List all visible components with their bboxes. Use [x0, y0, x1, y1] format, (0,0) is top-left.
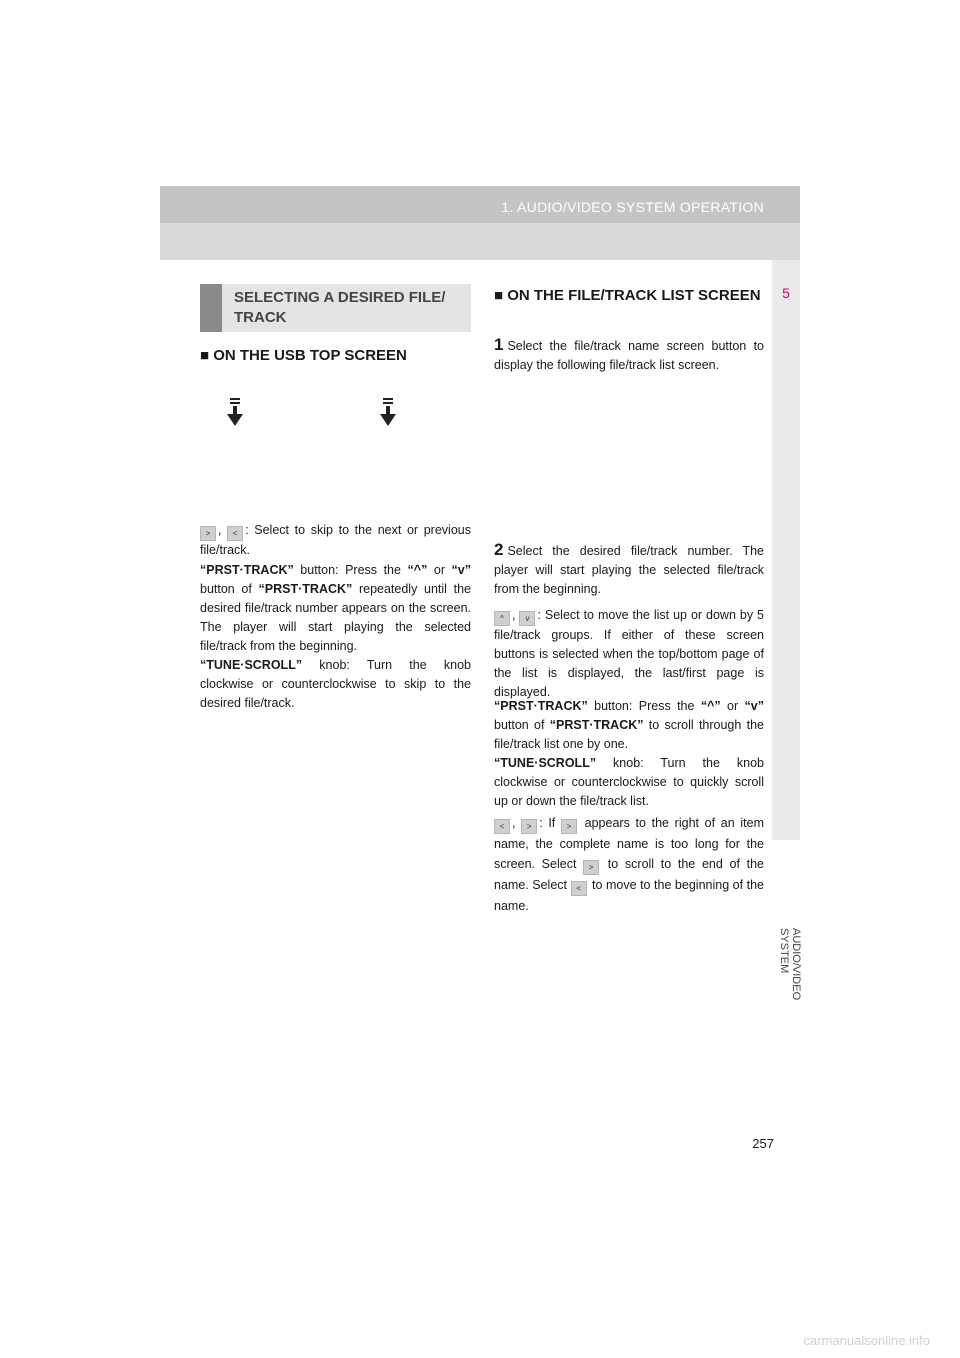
up-label: “^”: [700, 699, 721, 713]
step-number: 2: [494, 540, 504, 559]
step-text: Select the file/track name screen button to display the following file/track list screen.: [494, 339, 764, 372]
text: to scroll through the file/track list one by one.: [494, 718, 764, 751]
prst-track-label: “PRST·TRACK”: [549, 718, 644, 732]
page-text: : Select to move the list up or down by 5 file/track groups. If either of these screen buttons is selected when the top/bottom page of the list is displayed, the last/first page is displayed.: [494, 608, 764, 699]
section-heading: [200, 284, 471, 332]
skip-track-description: > , < : Select to skip to the next or previous file/track.: [200, 523, 471, 557]
section-heading-bar: [200, 284, 222, 332]
scroll-left-icon: <: [494, 819, 510, 834]
chapter-side-tab: [772, 260, 802, 1001]
scroll-right-icon: >: [561, 819, 577, 834]
header-strip: [160, 186, 800, 223]
header-bar: [160, 186, 800, 260]
text: repeatedly until the desired file/track number appears on the screen. The player will start playing the selected file/track from the beginning.: [200, 582, 471, 653]
down-arrow-icon: [227, 398, 243, 426]
chapter-label: AUDIO/VIDEO SYSTEM: [778, 928, 802, 1001]
text: button: Press the: [587, 699, 701, 713]
down-label: “v”: [744, 699, 764, 713]
prst-track-description: [200, 561, 471, 656]
down-arrow-icon: [380, 398, 396, 426]
page-down-icon: v: [519, 611, 535, 626]
tune-scroll-label: “TUNE·SCROLL”: [494, 756, 597, 770]
footer-watermark: carmanualsonline.info: [803, 1333, 930, 1348]
text: button of: [494, 718, 550, 732]
text: knob: Turn the knob clockwise or counterclockwise to skip to the desired file/track.: [200, 658, 471, 710]
scroll-right-icon: >: [521, 819, 537, 834]
text: to scroll to the end of the name. Select: [494, 857, 764, 892]
subhead-file-track-list: ■ ON THE FILE/TRACK LIST SCREEN: [494, 287, 761, 304]
scroll-right-icon: >: [583, 860, 599, 875]
page-number: 257: [752, 1136, 774, 1151]
text: knob: Turn the knob clockwise or counterclockwise to quickly scroll up or down the file/track list.: [494, 756, 764, 808]
up-label: “^”: [407, 563, 428, 577]
tune-scroll-description: [200, 656, 471, 713]
text: button of: [200, 582, 259, 596]
previous-track-icon: <: [227, 526, 243, 541]
section-heading-text: SELECTING A DESIRED FILE/ TRACK: [234, 289, 446, 326]
subhead-usb-top-screen: ■ ON THE USB TOP SCREEN: [200, 347, 407, 364]
step-1: [494, 335, 764, 375]
chapter-number: 5: [782, 285, 790, 301]
scroll-left-icon: <: [571, 881, 587, 896]
down-label: “v”: [451, 563, 471, 577]
step-number: 1: [494, 335, 504, 354]
text: or: [720, 699, 745, 713]
name-scroll-description: < , > : If > appears to the right of an item name, the complete name is too long for the screen. Select > to scroll to the end of the name. Select < to move to the beginning of the name.: [494, 816, 764, 913]
text: to move to the beginning of the name.: [494, 878, 764, 913]
skip-text: : Select to skip to the next or previous file/track.: [200, 523, 471, 557]
tune-scroll-label: “TUNE·SCROLL”: [200, 658, 303, 672]
prst-track-label: “PRST·TRACK”: [494, 699, 588, 713]
text: appears to the right of an item name, the complete name is too long for the screen. Select: [494, 816, 764, 871]
chapter-title: 1. AUDIO/VIDEO SYSTEM OPERATION: [501, 199, 764, 215]
prst-track-label: “PRST·TRACK”: [200, 563, 294, 577]
text: button: Press the: [293, 563, 408, 577]
next-track-icon: >: [200, 526, 216, 541]
page-up-icon: ^: [494, 611, 510, 626]
step-2: [494, 540, 764, 599]
page-up-down-description: ^ , v : Select to move the list up or down by 5 file/track groups. If either of these screen buttons is selected when the top/bottom page of the list is displayed, the last/first page is displayed.: [494, 608, 764, 699]
text: or: [427, 563, 452, 577]
prst-track-list-description: [494, 697, 764, 754]
text: : If: [539, 816, 561, 830]
tune-scroll-list-description: [494, 754, 764, 811]
step-text: Select the desired file/track number. The player will start playing the selected file/track from the beginning.: [494, 544, 764, 596]
prst-track-label: “PRST·TRACK”: [258, 582, 353, 596]
